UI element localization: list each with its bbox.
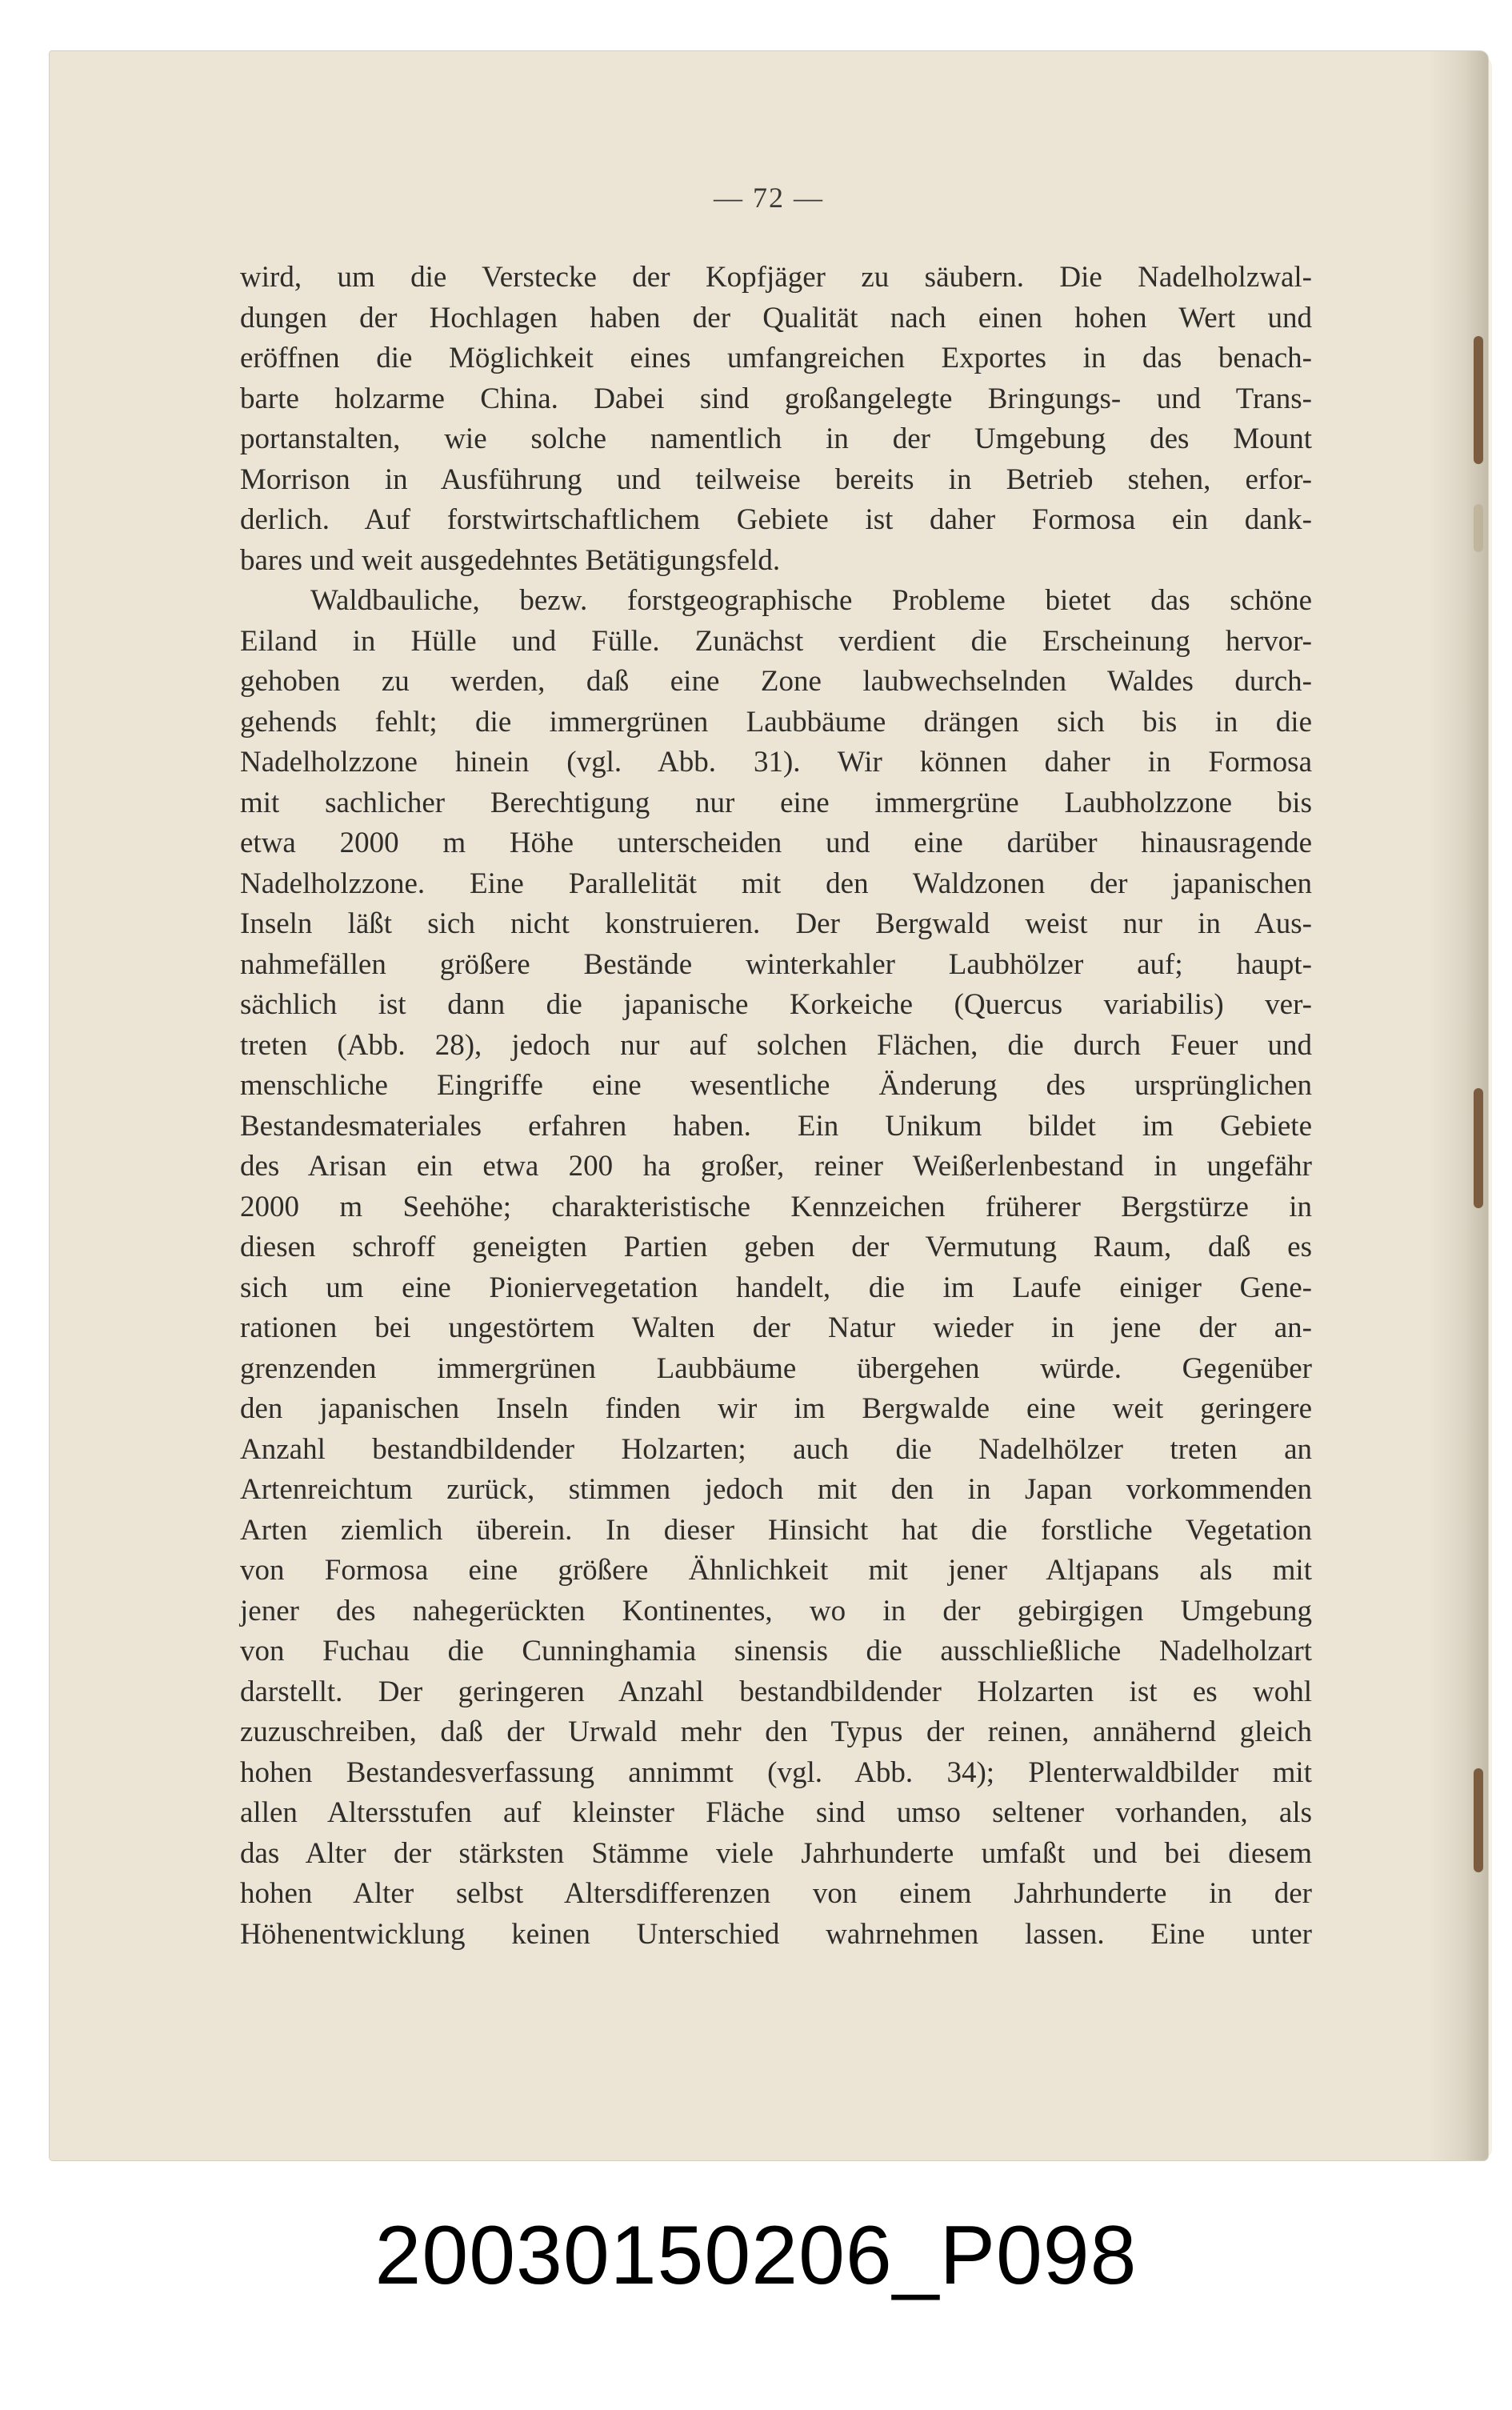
text-line: Nadelholzzone hinein (vgl. Abb. 31). Wir können daher in Formosa xyxy=(240,746,1312,779)
text-line: den japanischen Inseln finden wir im Bergwalde eine weit geringere xyxy=(240,1392,1312,1425)
text-line: zuzuschreiben, daß der Urwald mehr den Typus der reinen, annähernd gleich xyxy=(240,1715,1312,1748)
text-line: sächlich ist dann die japanische Korkeiche (Quercus variabilis) ver- xyxy=(240,988,1312,1021)
text-line: Eiland in Hülle und Fülle. Zunächst verdient die Erscheinung hervor- xyxy=(240,624,1312,658)
text-line: des Arisan ein etwa 200 ha großer, reiner Weißerlenbestand in ungefähr xyxy=(240,1150,1312,1183)
page-number: — 72 — xyxy=(714,182,824,214)
text-line: dungen der Hochlagen haben der Qualität nach einen hohen Wert und xyxy=(240,301,1312,334)
text-line: Inseln läßt sich nicht konstruieren. Der Bergwald weist nur in Aus- xyxy=(240,907,1312,940)
text-line: das Alter der stärksten Stämme viele Jahrhunderte umfaßt und bei diesem xyxy=(240,1836,1312,1870)
text-line: von Formosa eine größere Ähnlichkeit mit jener Altjapans als mit xyxy=(240,1554,1312,1587)
text-line: gehends fehlt; die immergrünen Laubbäume drängen sich bis in die xyxy=(240,705,1312,739)
text-line: Nadelholzzone. Eine Parallelität mit den Waldzonen der japanischen xyxy=(240,867,1312,900)
binding-thread-mark xyxy=(1474,504,1483,552)
text-line: wird, um die Verstecke der Kopfjäger zu säubern. Die Nadelholzwal- xyxy=(240,261,1312,294)
text-line: sich um eine Pioniervegetation handelt, die im Laufe einiger Gene- xyxy=(240,1271,1312,1304)
binding-thread-mark xyxy=(1474,1768,1483,1872)
text-line: menschliche Eingriffe eine wesentliche Änderung des ursprünglichen xyxy=(240,1069,1312,1102)
text-line: eröffnen die Möglichkeit eines umfangreichen Exportes in das benach- xyxy=(240,342,1312,374)
text-line: hohen Bestandesverfassung annimmt (vgl. Abb. 34); Plenterwaldbilder mit xyxy=(240,1755,1312,1789)
text-line: jener des nahegerückten Kontinentes, wo in der gebirgigen Umgebung xyxy=(240,1594,1312,1627)
text-line: 2000 m Seehöhe; charakteristische Kennzeichen früherer Bergstürze in xyxy=(240,1190,1312,1223)
text-line: von Fuchau die Cunninghamia sinensis die ausschließliche Nadelholzart xyxy=(240,1635,1312,1667)
text-line: gehoben zu werden, daß eine Zone laubwechselnden Waldes durch- xyxy=(240,665,1312,698)
text-line: allen Altersstufen auf kleinster Fläche sind umso seltener vorhanden, als xyxy=(240,1796,1312,1829)
text-line: diesen schroff geneigten Partien geben der Vermutung Raum, daß es xyxy=(240,1231,1312,1263)
text-line: barte holzarme China. Dabei sind großangelegte Bringungs- und Trans- xyxy=(240,382,1312,415)
text-line: Arten ziemlich überein. In dieser Hinsicht hat die forstliche Vegetation xyxy=(240,1513,1312,1547)
catalog-id-caption: 20030150206_P098 xyxy=(374,2209,1138,2302)
text-line: mit sachlicher Berechtigung nur eine immergrüne Laubholzzone bis xyxy=(240,786,1312,819)
text-line: Anzahl bestandbildender Holzarten; auch die Nadelhölzer treten an xyxy=(240,1432,1312,1466)
text-line: portanstalten, wie solche namentlich in der Umgebung des Mount xyxy=(240,422,1312,455)
text-line: Artenreichtum zurück, stimmen jedoch mit den in Japan vorkommenden xyxy=(240,1473,1312,1506)
text-line: bares und weit ausgedehntes Betätigungsfeld. xyxy=(240,543,781,577)
text-line: Morrison in Ausführung und teilweise bereits in Betrieb stehen, erfor- xyxy=(240,462,1312,496)
binding-thread-mark xyxy=(1474,1088,1483,1208)
text-line: grenzenden immergrünen Laubbäume übergehen würde. Gegenüber xyxy=(240,1351,1312,1385)
paragraph-start: Waldbauliche, bezw. forstgeographische Probleme bietet das schöne xyxy=(310,584,1312,617)
text-line: treten (Abb. 28), jedoch nur auf solchen Flächen, die durch Feuer und xyxy=(240,1028,1312,1062)
text-line: Bestandesmateriales erfahren haben. Ein Unikum bildet im Gebiete xyxy=(240,1109,1312,1143)
text-line: hohen Alter selbst Altersdifferenzen von einem Jahrhunderte in der xyxy=(240,1877,1312,1910)
text-line: darstellt. Der geringeren Anzahl bestandbildender Holzarten ist es wohl xyxy=(240,1675,1312,1708)
text-line: derlich. Auf forstwirtschaftlichem Gebiete ist daher Formosa ein dank- xyxy=(240,503,1312,536)
text-line: rationen bei ungestörtem Walten der Natur wieder in jene der an- xyxy=(240,1311,1312,1344)
text-line: etwa 2000 m Höhe unterscheiden und eine darüber hinausragende xyxy=(240,827,1312,859)
binding-thread-mark xyxy=(1474,336,1483,464)
body-text xyxy=(240,258,1312,1955)
text-line: Höhenentwicklung keinen Unterschied wahrnehmen lassen. Eine unter xyxy=(240,1917,1312,1951)
text-line: nahmefällen größere Bestände winterkahler Laubhölzer auf; haupt- xyxy=(240,947,1312,981)
